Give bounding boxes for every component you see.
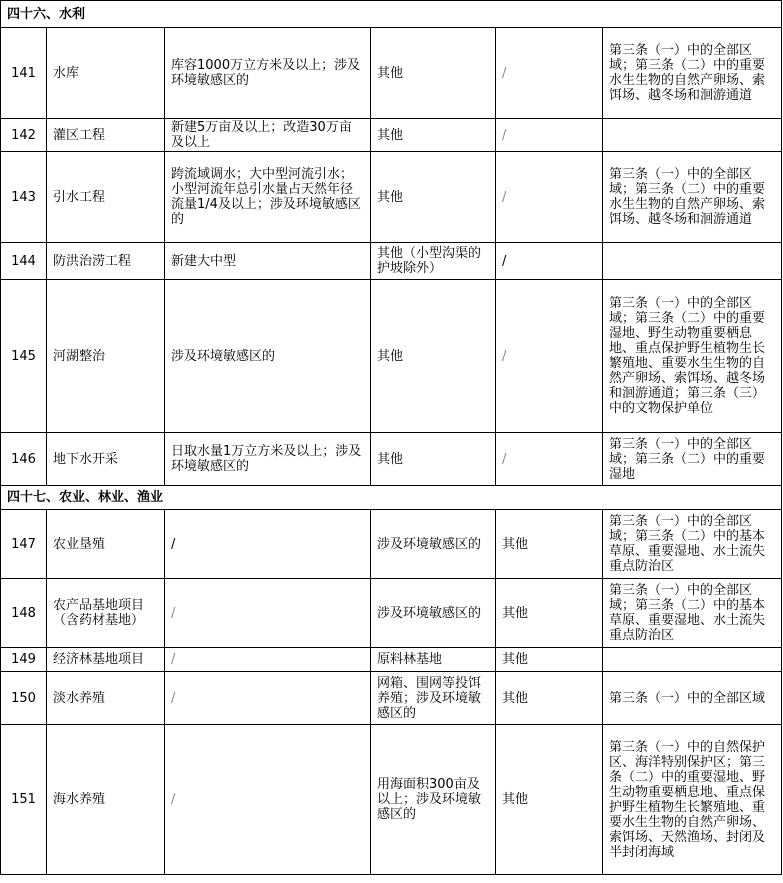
registration-requirement: 其他	[496, 510, 603, 579]
sensitive-zone	[603, 648, 782, 672]
project-name: 农产品基地项目（含药材基地）	[47, 579, 165, 648]
report-requirement: /	[165, 725, 371, 875]
report-requirement: 跨流域调水；大中型河流引水；小型河流年总引水量占天然年径流量1/4及以上；涉及环境敏感区的	[165, 152, 371, 243]
table-requirement: 其他	[371, 28, 496, 119]
table-row	[1, 510, 782, 579]
project-name: 淡水养殖	[47, 672, 165, 725]
registration-requirement: 其他	[496, 579, 603, 648]
project-name: 防洪治涝工程	[47, 243, 165, 280]
project-name: 引水工程	[47, 152, 165, 243]
registration-requirement: /	[496, 28, 603, 119]
row-number: 147	[1, 510, 47, 579]
sensitive-zone: 第三条（一）中的自然保护区、海洋特别保护区；第三条（二）中的重要湿地、野生动物重要栖息地、重点保护野生植物生长繁殖地、重要水生生物的自然产卵场、索饵场、天然渔场、封闭及半封闭海域	[603, 725, 782, 875]
table-requirement: 用海面积300亩及以上；涉及环境敏感区的	[371, 725, 496, 875]
table-requirement: 涉及环境敏感区的	[371, 579, 496, 648]
sensitive-zone: 第三条（一）中的全部区域；第三条（二）中的重要水生生物的自然产卵场、索饵场、越冬场和洄游通道	[603, 152, 782, 243]
sensitive-zone: 第三条（一）中的全部区域；第三条（二）中的基本草原、重要湿地、水土流失重点防治区	[603, 510, 782, 579]
registration-requirement: /	[496, 152, 603, 243]
table-requirement: 涉及环境敏感区的	[371, 510, 496, 579]
registration-requirement: /	[496, 119, 603, 152]
table-row	[1, 243, 782, 280]
section-title: 四十七、农业、林业、渔业	[1, 486, 782, 510]
project-name: 农业垦殖	[47, 510, 165, 579]
sensitive-zone	[603, 243, 782, 280]
report-requirement: /	[165, 510, 371, 579]
project-name: 河湖整治	[47, 280, 165, 433]
table-requirement: 其他	[371, 280, 496, 433]
row-number: 148	[1, 579, 47, 648]
row-number: 141	[1, 28, 47, 119]
sensitive-zone: 第三条（一）中的全部区域；第三条（二）中的重要湿地	[603, 433, 782, 486]
sensitive-zone	[603, 119, 782, 152]
table-row	[1, 152, 782, 243]
row-number: 144	[1, 243, 47, 280]
table-requirement: 网箱、围网等投饵养殖；涉及环境敏感区的	[371, 672, 496, 725]
report-requirement: /	[165, 579, 371, 648]
row-number: 146	[1, 433, 47, 486]
report-requirement: /	[165, 648, 371, 672]
registration-requirement: /	[496, 280, 603, 433]
section-header-row	[1, 486, 782, 510]
row-number: 149	[1, 648, 47, 672]
sensitive-zone: 第三条（一）中的全部区域；第三条（二）中的重要水生生物的自然产卵场、索饵场、越冬场和洄游通道	[603, 28, 782, 119]
registration-requirement: 其他	[496, 725, 603, 875]
table-row	[1, 119, 782, 152]
section-header-row	[1, 1, 782, 28]
row-number: 150	[1, 672, 47, 725]
sensitive-zone: 第三条（一）中的全部区域	[603, 672, 782, 725]
table-row	[1, 648, 782, 672]
sensitive-zone: 第三条（一）中的全部区域；第三条（二）中的重要湿地、野生动物重要栖息地、重点保护野生植物生长繁殖地、重要水生生物的自然产卵场、索饵场、越冬场和洄游通道；第三条（三）中的文物保护单位	[603, 280, 782, 433]
table-requirement: 其他	[371, 152, 496, 243]
row-number: 142	[1, 119, 47, 152]
project-name: 经济林基地项目	[47, 648, 165, 672]
table-requirement: 其他	[371, 433, 496, 486]
report-requirement: /	[165, 672, 371, 725]
table-row	[1, 28, 782, 119]
row-number: 151	[1, 725, 47, 875]
report-requirement: 库容1000万立方米及以上；涉及环境敏感区的	[165, 28, 371, 119]
report-requirement: 日取水量1万立方米及以上；涉及环境敏感区的	[165, 433, 371, 486]
registration-requirement: /	[496, 243, 603, 280]
registration-requirement: /	[496, 433, 603, 486]
section-title: 四十六、水利	[1, 1, 782, 28]
row-number: 145	[1, 280, 47, 433]
report-requirement: 涉及环境敏感区的	[165, 280, 371, 433]
project-name: 海水养殖	[47, 725, 165, 875]
registration-requirement: 其他	[496, 648, 603, 672]
sensitive-zone: 第三条（一）中的全部区域；第三条（二）中的基本草原、重要湿地、水土流失重点防治区	[603, 579, 782, 648]
report-requirement: 新建大中型	[165, 243, 371, 280]
table-row	[1, 725, 782, 875]
project-name: 水库	[47, 28, 165, 119]
registration-requirement: 其他	[496, 672, 603, 725]
table-requirement: 其他	[371, 119, 496, 152]
table-row	[1, 672, 782, 725]
table-row	[1, 433, 782, 486]
table-requirement: 原料林基地	[371, 648, 496, 672]
table-requirement: 其他（小型沟渠的护坡除外）	[371, 243, 496, 280]
table-row	[1, 280, 782, 433]
table-row	[1, 579, 782, 648]
row-number: 143	[1, 152, 47, 243]
report-requirement: 新建5万亩及以上；改造30万亩及以上	[165, 119, 371, 152]
project-name: 灌区工程	[47, 119, 165, 152]
project-name: 地下水开采	[47, 433, 165, 486]
